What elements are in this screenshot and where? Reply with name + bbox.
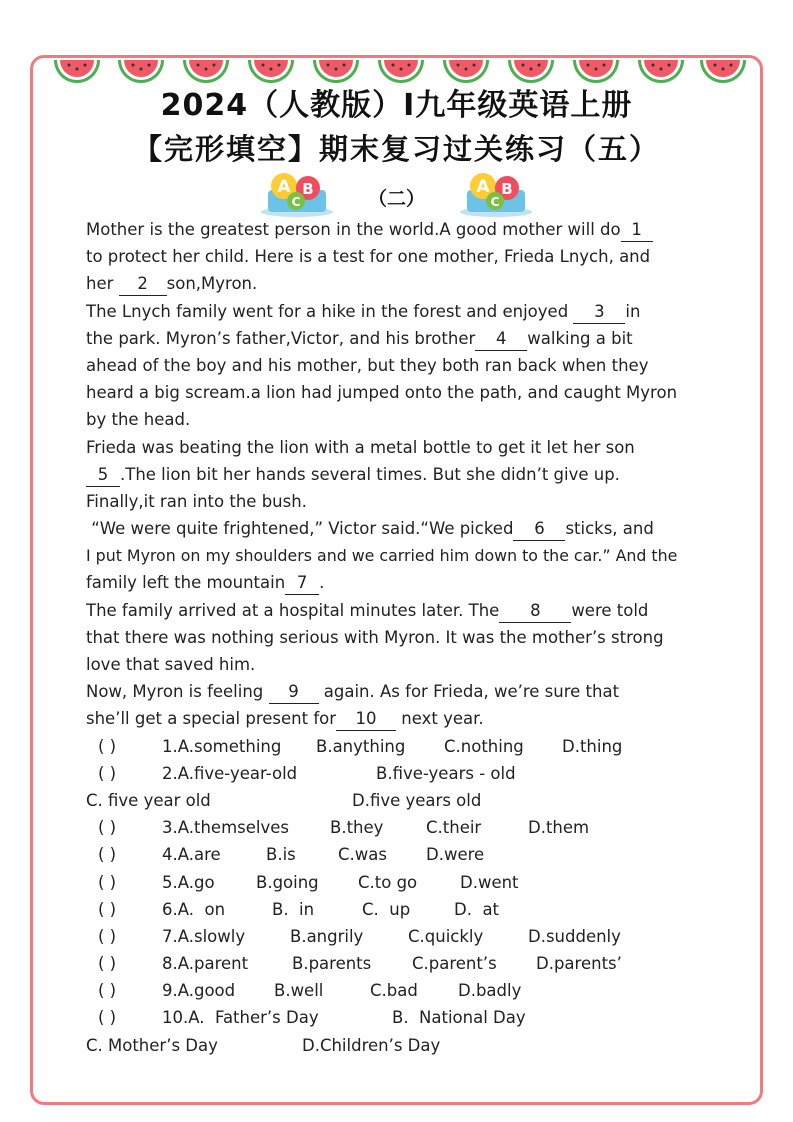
passage-line: to protect her child. Here is a test for one mother, Frieda Lnych, and xyxy=(86,247,651,267)
option-a[interactable]: 9.A.good xyxy=(162,981,236,1001)
option-b[interactable]: B.well xyxy=(274,981,324,1001)
svg-text:C: C xyxy=(490,195,500,209)
option-c[interactable]: C.nothing xyxy=(444,736,524,756)
option-d[interactable]: D.parents’ xyxy=(536,954,622,974)
option-b[interactable]: B.five-years - old xyxy=(376,763,516,783)
option-b[interactable]: B.is xyxy=(266,845,296,865)
option-d[interactable]: D.thing xyxy=(562,736,623,756)
passage-line: Frieda was beating the lion with a metal bottle to get it let her son xyxy=(86,437,635,457)
svg-text:A: A xyxy=(277,177,291,197)
option-d[interactable]: D.were xyxy=(426,845,485,865)
svg-text:A: A xyxy=(476,177,490,197)
option-b[interactable]: B.anything xyxy=(316,736,406,756)
svg-text:B: B xyxy=(302,180,314,198)
passage-line: that there was nothing serious with Myron. It was the mother’s strong xyxy=(86,627,664,647)
passage-text: walking a bit xyxy=(527,328,633,348)
passage-text: Mother is the greatest person in the world.A good mother will do xyxy=(86,220,621,239)
answer-blank[interactable]: 8 xyxy=(499,600,571,623)
passage-line xyxy=(86,216,746,243)
passage-line xyxy=(86,678,746,705)
option-d[interactable]: D. at xyxy=(454,899,500,919)
option-d[interactable]: D.five years old xyxy=(352,790,482,810)
svg-text:C: C xyxy=(291,195,301,209)
option-b[interactable]: B.angrily xyxy=(290,926,364,946)
passage-line: heard a big scream.a lion had jumped onto the path, and caught Myron xyxy=(86,383,678,403)
option-d[interactable]: D.went xyxy=(460,872,519,892)
option-c[interactable]: C.quickly xyxy=(408,926,484,946)
passage-text: next year. xyxy=(396,709,484,729)
option-a[interactable]: 6.A. on xyxy=(162,899,226,919)
option-c[interactable]: C.bad xyxy=(370,981,418,1001)
answer-paren[interactable]: ( ) xyxy=(98,954,117,974)
answer-paren[interactable]: ( ) xyxy=(98,899,117,919)
passage-line: love that saved him. xyxy=(86,655,256,674)
option-a[interactable]: 5.A.go xyxy=(162,872,215,892)
option-c[interactable]: C.to go xyxy=(358,872,418,892)
question-item xyxy=(86,814,746,841)
answer-blank[interactable]: 10 xyxy=(336,708,396,731)
answer-paren[interactable]: ( ) xyxy=(98,926,117,946)
passage-line xyxy=(86,515,746,542)
passage-text: The Lnych family went for a hike in the forest and enjoyed xyxy=(86,301,574,321)
passage-text: again. As for Frieda, we’re sure that xyxy=(318,682,620,702)
passage-text: “We were quite frightened,” Victor said.“We picked xyxy=(91,519,514,539)
question-item xyxy=(86,977,746,1004)
question-item xyxy=(86,923,746,950)
answer-blank[interactable]: 4 xyxy=(475,328,527,351)
question-item-continued xyxy=(86,1032,746,1059)
option-c[interactable]: C.their xyxy=(426,818,482,838)
page-title: 2024（人教版）Ⅰ九年级英语上册 xyxy=(160,88,633,123)
abc-blocks-icon xyxy=(457,168,535,218)
answer-paren[interactable]: ( ) xyxy=(98,1008,117,1028)
passage-text: family left the mountain xyxy=(86,573,286,593)
passage-text: .The lion bit her hands several times. But she didn’t give up. xyxy=(120,464,620,484)
option-d[interactable]: D.them xyxy=(528,818,590,838)
option-b[interactable]: B. in xyxy=(272,899,315,919)
abc-blocks-icon xyxy=(258,168,336,218)
passage-line xyxy=(86,325,746,352)
passage-line: Finally,it ran into the bush. xyxy=(86,491,307,511)
passage-text: the park. Myron’s father,Victor, and his brother xyxy=(86,328,476,348)
option-a[interactable]: 10.A. Father’s Day xyxy=(162,1008,319,1028)
passage-line xyxy=(86,597,746,624)
passage-text: son,Myron. xyxy=(166,274,258,294)
passage-line xyxy=(86,705,746,732)
answer-paren[interactable]: ( ) xyxy=(98,981,117,1001)
answer-paren[interactable]: ( ) xyxy=(98,872,117,892)
question-item-continued xyxy=(86,787,746,814)
option-a[interactable]: 8.A.parent xyxy=(162,954,249,974)
option-c[interactable]: C.parent’s xyxy=(412,954,497,974)
question-item xyxy=(86,896,746,923)
option-c[interactable]: C. five year old xyxy=(86,790,211,810)
answer-blank[interactable]: 7 xyxy=(285,572,319,595)
question-item xyxy=(86,1004,746,1031)
option-c[interactable]: C. Mother’s Day xyxy=(86,1035,218,1055)
passage-text: The family arrived at a hospital minutes later. The xyxy=(86,600,500,620)
option-c[interactable]: C. up xyxy=(362,899,411,919)
answer-paren[interactable]: ( ) xyxy=(98,818,117,838)
question-item xyxy=(86,950,746,977)
answer-paren[interactable]: ( ) xyxy=(98,736,117,756)
option-b[interactable]: B. National Day xyxy=(392,1008,526,1028)
option-d[interactable]: D.Children’s Day xyxy=(302,1035,441,1055)
passage-text: her xyxy=(86,274,119,294)
answer-paren[interactable]: ( ) xyxy=(98,763,117,783)
answer-blank[interactable]: 6 xyxy=(513,518,565,541)
question-item xyxy=(86,760,746,787)
passage-text: she’ll get a special present for xyxy=(86,709,337,729)
svg-text:B: B xyxy=(501,180,513,198)
passage-text: in xyxy=(625,301,641,321)
question-item xyxy=(86,733,746,760)
option-a[interactable]: 2.A.five-year-old xyxy=(162,763,298,783)
option-b[interactable]: B.going xyxy=(256,872,319,892)
passage-line: ahead of the boy and his mother, but they both ran back when they xyxy=(86,355,649,375)
option-b[interactable]: B.they xyxy=(330,818,384,838)
section-label: （二） xyxy=(367,188,425,210)
option-c[interactable]: C.was xyxy=(338,845,387,865)
passage-text: sticks, and xyxy=(565,519,654,539)
passage-line xyxy=(86,461,746,488)
passage-line: by the head. xyxy=(86,410,191,430)
question-item xyxy=(86,869,746,896)
answer-blank[interactable]: 9 xyxy=(269,681,319,704)
option-d[interactable]: D.suddenly xyxy=(528,926,621,946)
passage-text: were told xyxy=(571,600,649,620)
passage-line: I put Myron on my shoulders and we carried him down to the car.” And the xyxy=(86,546,678,566)
passage-line xyxy=(86,298,746,325)
question-item xyxy=(86,841,746,868)
option-a[interactable]: 1.A.something xyxy=(162,736,282,756)
answer-blank[interactable]: 1 xyxy=(621,219,653,242)
option-a[interactable]: 3.A.themselves xyxy=(162,818,289,838)
answer-blank[interactable]: 2 xyxy=(119,273,167,296)
passage-line xyxy=(86,270,746,297)
option-b[interactable]: B.parents xyxy=(292,954,372,974)
page-subtitle: 【完形填空】期末复习过关练习（五） xyxy=(132,132,660,166)
option-a[interactable]: 7.A.slowly xyxy=(162,926,246,946)
passage-line xyxy=(86,569,746,596)
passage-text: . xyxy=(319,573,325,593)
option-d[interactable]: D.badly xyxy=(458,981,522,1001)
answer-blank[interactable]: 3 xyxy=(573,301,625,324)
option-a[interactable]: 4.A.are xyxy=(162,845,221,865)
answer-paren[interactable]: ( ) xyxy=(98,845,117,865)
cloze-passage xyxy=(86,216,746,1059)
passage-text: Now, Myron is feeling xyxy=(86,682,269,702)
answer-blank[interactable]: 5 xyxy=(86,464,120,487)
